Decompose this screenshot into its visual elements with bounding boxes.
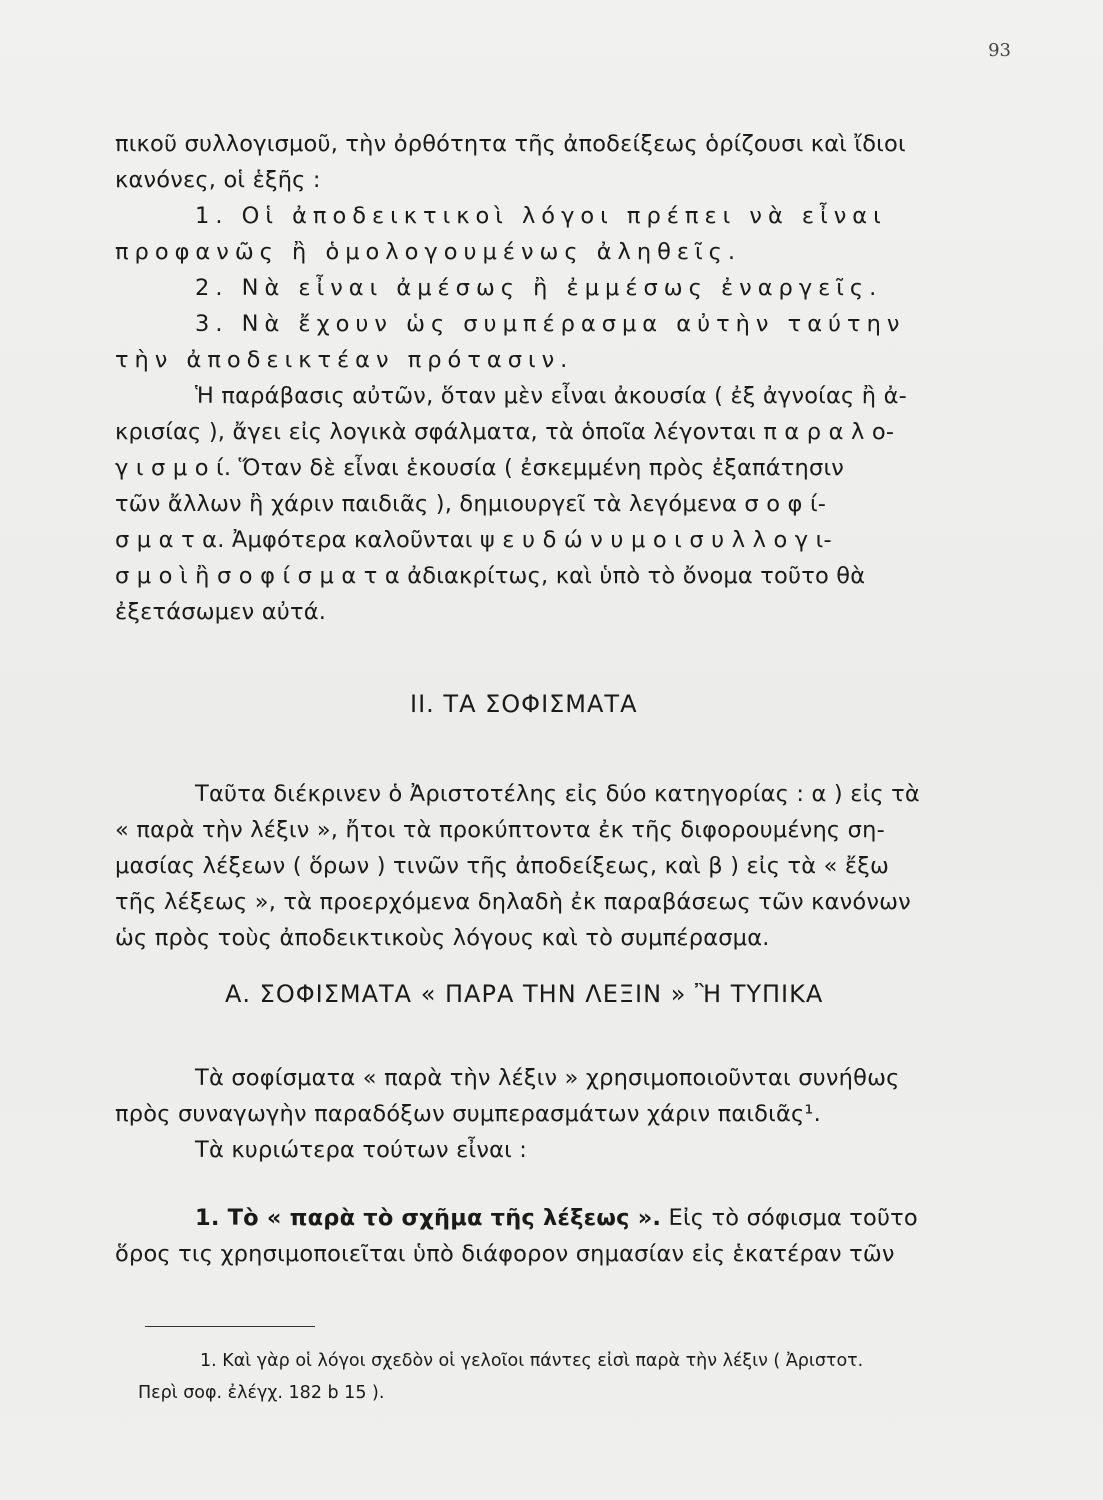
item-1-title: 1. Τὸ « παρὰ τὸ σχῆμα τῆς λέξεως ».	[195, 1205, 662, 1231]
paragraph-formal-sophisms	[115, 1060, 985, 1168]
paragraph-sophisms	[115, 776, 985, 956]
text-line: πικοῦ συλλογισμοῦ, τὴν ὀρθότητα τῆς ἀποδείξεως ὁρίζουσι καὶ ἴδιοι	[115, 131, 906, 157]
text-line: ἐξετάσωμεν αὐτά.	[115, 599, 327, 625]
text-line: Τὰ κυριώτερα τούτων εἶναι :	[195, 1137, 528, 1163]
text-line: ὅρος τις χρησιμοποιεῖται ὑπὸ διάφορον σημασίαν εἰς ἑκατέραν τῶν	[115, 1241, 895, 1267]
footnote-line: 1. Καὶ γὰρ οἱ λόγοι σχεδὸν οἱ γελοῖοι πάντες εἰσὶ παρὰ τὴν λέξιν ( Ἀριστοτ.	[200, 1351, 864, 1371]
text-line: γ ι σ μ ο ί. Ὅταν δὲ εἶναι ἑκουσία ( ἐσκεμμένη πρὸς ἐξαπάτησιν	[115, 455, 845, 481]
section-heading: ΙΙ. ΤΑ ΣΟΦΙΣΜΑΤΑ	[410, 690, 638, 718]
rule-item-3: 3. Νὰ ἔχουν ὡς συμπέρασμα αὐτὴν ταύτην	[195, 311, 906, 337]
text-line: κανόνες, οἱ ἑξῆς :	[115, 167, 321, 193]
item-1-text: Εἰς τὸ σόφισμα τοῦτο	[661, 1205, 918, 1231]
text-line: προφανῶς ἢ ὁμολογουμένως ἀληθεῖς.	[115, 239, 742, 265]
subsection-heading: Α. ΣΟΦΙΣΜΑΤΑ « ΠΑΡΑ ΤΗΝ ΛΕΞΙΝ » Ἢ ΤΥΠΙΚΑ	[225, 980, 824, 1008]
text-line: Τὰ σοφίσματα « παρὰ τὴν λέξιν » χρησιμοποιοῦνται συνήθως	[195, 1065, 900, 1091]
text-line: « παρὰ τὴν λέξιν », ἤτοι τὰ προκύπτοντα ἐκ τῆς διφορουμένης ση-	[115, 817, 885, 843]
text-line: Ἡ παράβασις αὐτῶν, ὅταν μὲν εἶναι ἀκουσία ( ἐξ ἀγνοίας ἢ ἀ-	[195, 383, 907, 409]
text-line: τὴν ἀποδεικτέαν πρότασιν.	[115, 347, 574, 373]
footnote-line: Περὶ σοφ. ἐλέγχ. 182 b 15 ).	[138, 1383, 385, 1403]
text-line: Ταῦτα διέκρινεν ὁ Ἀριστοτέλης εἰς δύο κατηγορίας : α ) εἰς τὰ	[195, 781, 920, 807]
text-line: τῆς λέξεως », τὰ προερχόμενα δηλαδὴ ἐκ παραβάσεως τῶν κανόνων	[115, 889, 911, 915]
footnote-divider	[145, 1326, 315, 1327]
rule-item-1: 1. Οἱ ἀποδεικτικοὶ λόγοι πρέπει νὰ εἶναι	[195, 203, 887, 229]
page-number: 93	[988, 40, 1011, 61]
text-line: τῶν ἄλλων ἢ χάριν παιδιᾶς ), δημιουργεῖ τὰ λεγόμενα σ ο φ ί-	[115, 491, 827, 517]
text-line: μασίας λέξεων ( ὅρων ) τινῶν τῆς ἀποδείξεως, καὶ β ) εἰς τὰ « ἔξω	[115, 853, 890, 879]
paragraph-rules	[115, 126, 985, 630]
item-1-paragraph	[115, 1200, 985, 1272]
text-line: σ μ α τ α. Ἀμφότερα καλοῦνται ψ ε υ δ ώ ν υ μ ο ι σ υ λ λ ο γ ι-	[115, 527, 832, 553]
item-1-line	[115, 1200, 985, 1236]
text-line: ὡς πρὸς τοὺς ἀποδεικτικοὺς λόγους καὶ τὸ συμπέρασμα.	[115, 925, 770, 951]
rule-item-2: 2. Νὰ εἶναι ἀμέσως ἢ ἐμμέσως ἐναργεῖς.	[195, 275, 883, 301]
text-line: σ μ ο ὶ ἢ σ ο φ ί σ μ α τ α ἀδιακρίτως, καὶ ὑπὸ τὸ ὄνομα τοῦτο θὰ	[115, 563, 866, 589]
footnote	[138, 1345, 1010, 1409]
text-line: κρισίας ), ἄγει εἰς λογικὰ σφάλματα, τὰ ὁποῖα λέγονται π α ρ α λ ο-	[115, 419, 895, 445]
text-line: πρὸς συναγωγὴν παραδόξων συμπερασμάτων χάριν παιδιᾶς¹.	[115, 1101, 821, 1127]
